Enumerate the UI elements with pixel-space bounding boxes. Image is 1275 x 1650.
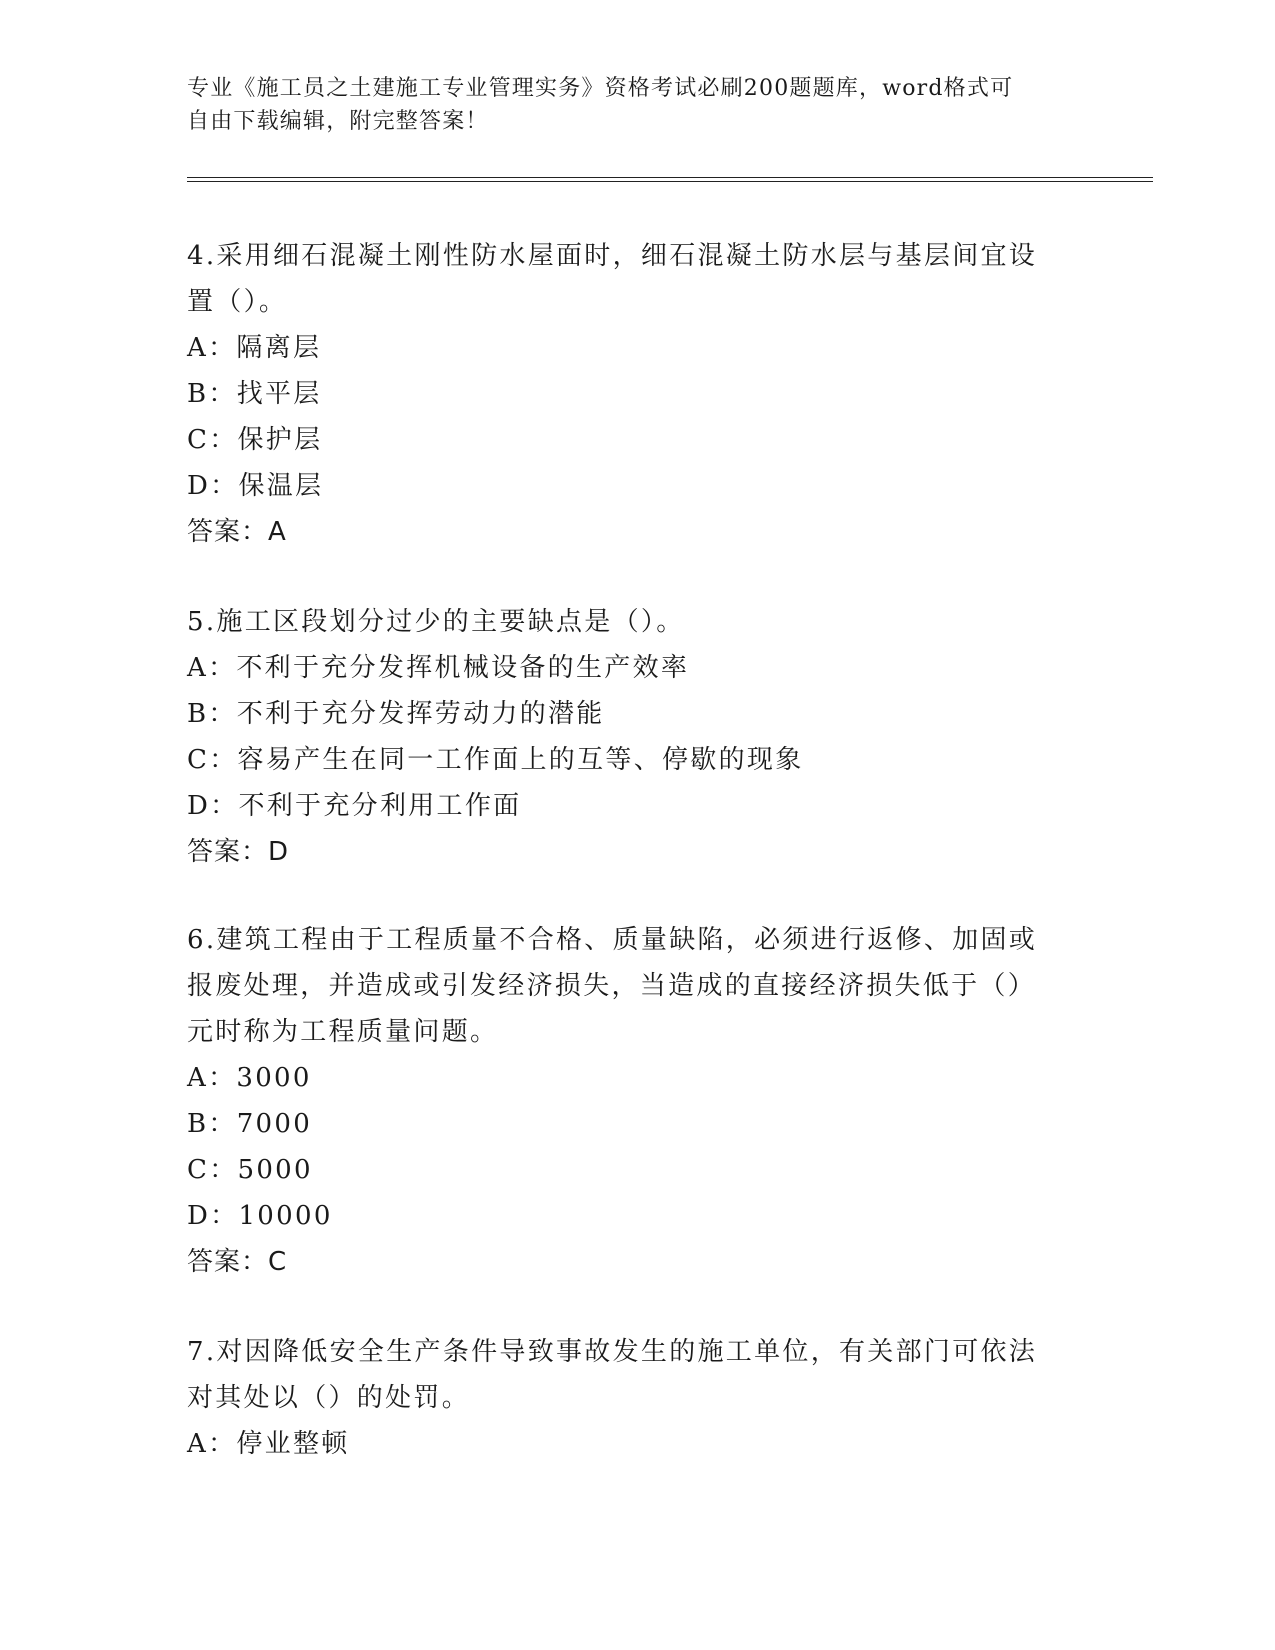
option-a: A：停业整顿 [187,1429,350,1459]
question-stem: 元时称为工程质量问题。 [187,1017,499,1047]
answer-line: 答案：D [187,837,290,867]
question-stem: 置（）。 [187,287,288,317]
question-block [187,917,1087,1285]
question-stem: 对其处以（）的处罚。 [187,1383,471,1413]
question-stem: 6.建筑工程由于工程质量不合格、质量缺陷，必须进行返修、加固或 [187,925,1038,955]
option-a: A：3000 [187,1063,312,1093]
answer-line: 答案：A [187,517,287,547]
option-c: C：保护层 [187,425,323,455]
option-c: C：5000 [187,1155,313,1185]
option-c: C：容易产生在同一工作面上的互等、停歇的现象 [187,745,804,775]
question-block [187,1329,1087,1467]
header-line: 专业《施工员之土建施工专业管理实务》资格考试必刷200题题库，word格式可 [187,76,1014,101]
option-a: A：不利于充分发挥机械设备的生产效率 [187,653,690,683]
question-block [187,233,1087,555]
option-b: B：找平层 [187,379,322,409]
question-stem: 7.对因降低安全生产条件导致事故发生的施工单位，有关部门可依法 [187,1337,1038,1367]
option-d: D：保温层 [187,471,324,501]
option-b: B：7000 [187,1109,313,1139]
option-a: A：隔离层 [187,333,322,363]
question-stem: 4.采用细石混凝土刚性防水屋面时，细石混凝土防水层与基层间宜设 [187,241,1038,271]
header-divider-bottom [187,181,1153,182]
header-divider-top [187,177,1153,178]
question-block [187,599,1087,875]
document-header [187,72,1087,138]
option-d: D：不利于充分利用工作面 [187,791,522,821]
header-line: 自由下载编辑，附完整答案！ [187,109,489,134]
question-stem: 5.施工区段划分过少的主要缺点是（）。 [187,607,685,637]
question-stem: 报废处理，并造成或引发经济损失，当造成的直接经济损失低于（） [187,971,1037,1001]
option-b: B：不利于充分发挥劳动力的潜能 [187,699,605,729]
answer-line: 答案：C [187,1247,288,1277]
option-d: D：10000 [187,1201,333,1231]
